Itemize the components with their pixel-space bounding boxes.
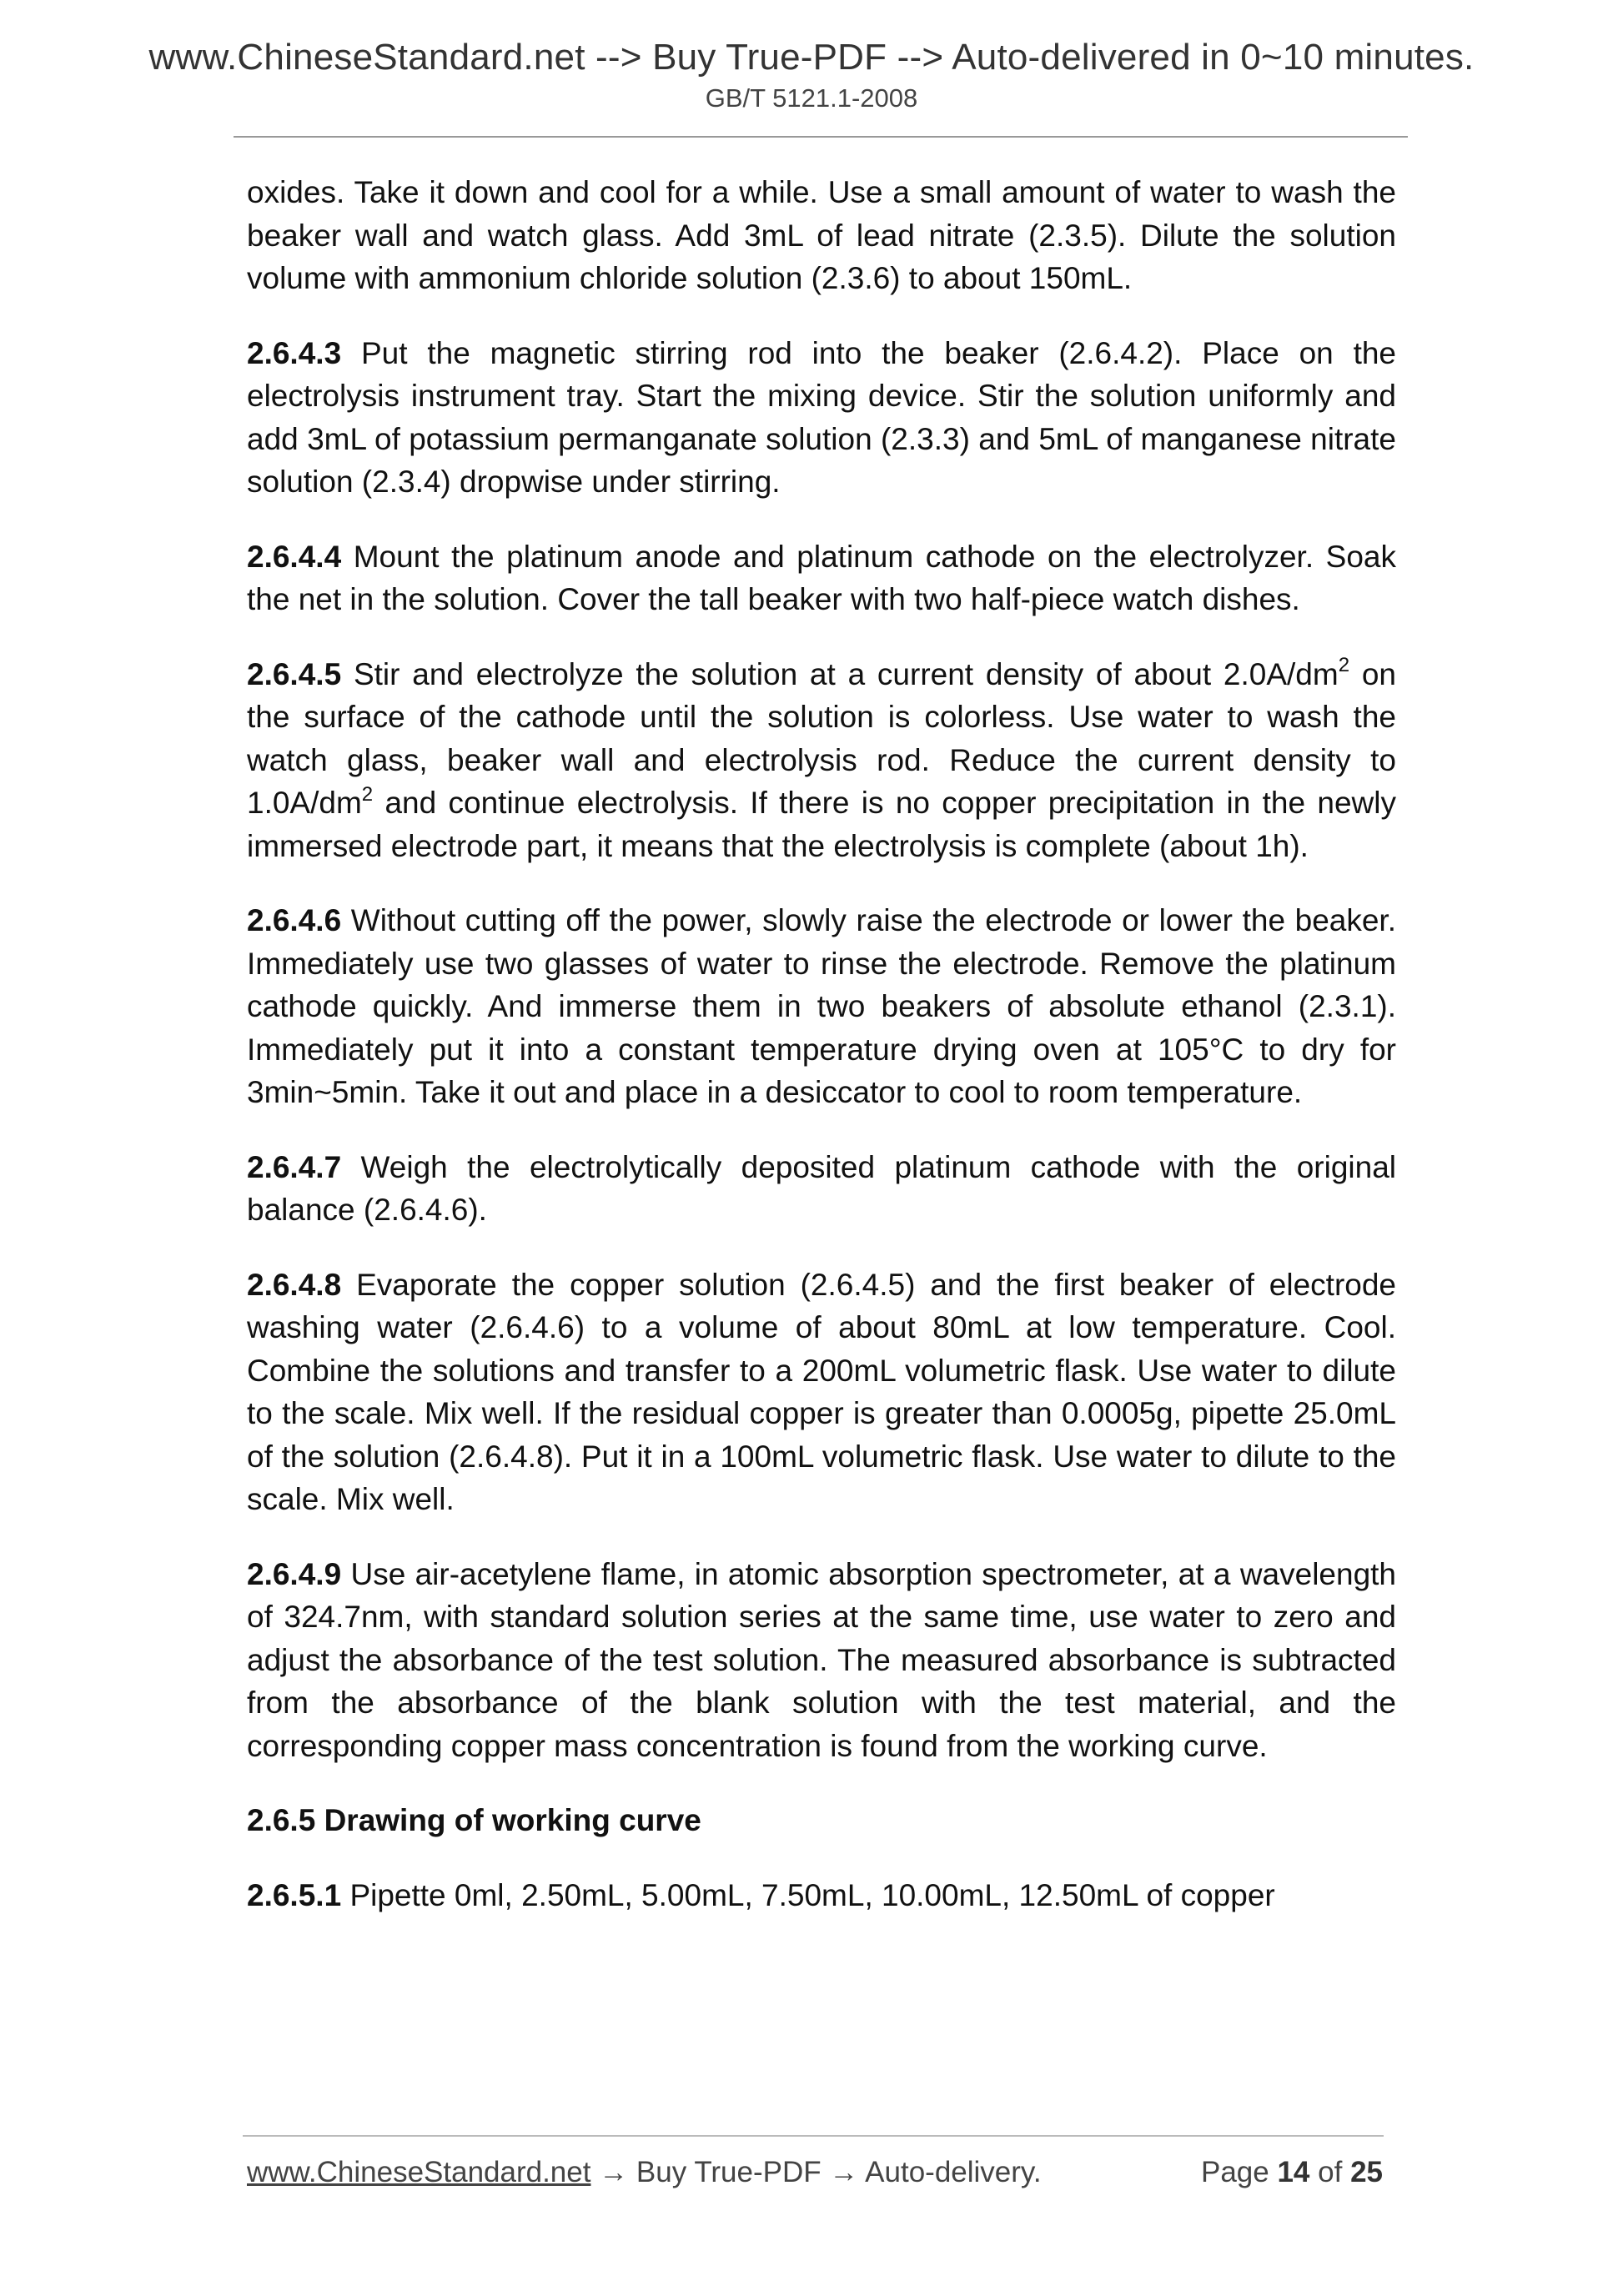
clause-number: 2.6.4.8 [247,1267,342,1302]
total-pages: 25 [1350,2156,1383,2188]
current-page: 14 [1277,2156,1310,2188]
footer-divider [243,2135,1384,2137]
page-number: Page 14 of 25 [1200,2156,1383,2188]
clause-number: 2.6.4.9 [247,1556,342,1591]
clause-2-6-4-8: 2.6.4.8 Evaporate the copper solution (2.6.4.5) and the first beaker of electrode washing water (2.6.4.6) to a volume of about 80mL at low temperature. Cool. Combine the solutions and transfer to a 200mL volumetric flask. Use water to dilute to the scale. Mix well. If the residual copper is greater than 0.0005g, pipette 25.0mL of the solution (2.6.4.8). Put it in a 100mL volumetric flask. Use water to dilute to the scale. Mix well. [247,1267,1396,1516]
clause-2-6-5-1: 2.6.5.1 Pipette 0ml, 2.50mL, 5.00mL, 7.50mL, 10.00mL, 12.50mL of copper [247,1877,1275,1912]
clause-2-6-4-7: 2.6.4.7 Weigh the electrolytically deposited platinum cathode with the original balance (2.6.4.6). [247,1149,1397,1227]
clause-number: 2.6.4.4 [247,539,342,574]
document-body [247,171,1396,1948]
clause-2-6-4-3: 2.6.4.3 Put the magnetic stirring rod into the beaker (2.6.4.2). Place on the electrolysis instrument tray. Start the mixing device. Stir the solution uniformly and add 3mL of potassium permanganate solution (2.3.3) and 5mL of manganese nitrate solution (2.3.4) dropwise under stirring. [247,335,1396,499]
header-divider [234,136,1408,138]
clause-number: 2.6.4.6 [247,903,342,937]
clause-2-6-4-5: 2.6.4.5 Stir and electrolyze the solution at a current density of about $2.0A/dm^2$ on the surface of the cathode until the solution is colorless. Use water to wash the watch glass, beaker wall and electrolysis rod. Reduce the current density to $1.0A/dm^2$ and continue electrolysis. If there is no copper precipitation in the newly immersed electrode part, it means that the electrolysis is complete (about 1h). [247,654,1397,863]
paragraph-continued: oxides. Take it down and cool for a while. Use a small amount of water to wash the beaker wall and watch glass. Add 3mL of lead nitrate (2.3.5). Dilute the solution volume with ammonium chloride solution (2.3.6) to about 150mL. [247,175,1396,295]
footer-site-link[interactable]: www.ChineseStandard.net [247,2156,591,2188]
footer-promo [247,2156,1042,2189]
page-footer [247,2156,1383,2198]
top-banner: www.ChineseStandard.net --> Buy True-PDF --> Auto-delivered in 0~10 minutes. [148,37,1475,78]
document-code: GB/T 5121.1-2008 [705,83,918,113]
footer-promo-text: → Buy True-PDF → Auto-delivery. [590,2156,1042,2188]
superscript: 2 [361,782,374,806]
clause-number: 2.6.4.5 [247,656,342,691]
clause-2-6-4-4: 2.6.4.4 Mount the platinum anode and platinum cathode on the electrolyzer. Soak the net in the solution. Cover the tall beaker with two half-piece watch dishes. [247,539,1396,616]
section-heading: 2.6.5 Drawing of working curve [247,1803,701,1837]
clause-2-6-4-9: 2.6.4.9 Use air-acetylene flame, in atomic absorption spectrometer, at a wavelength of 324.7nm, with standard solution series at the same time, use water to zero and adjust the absorbance of the test solution. The measured absorbance is subtracted from the absorbance of the blank solution with the test material, and the corresponding copper mass concentration is found from the working curve. [247,1556,1397,1763]
clause-number: 2.6.4.3 [247,335,342,370]
clause-number: 2.6.4.7 [247,1149,342,1184]
superscript: 2 [1338,654,1350,677]
clause-2-6-4-6: 2.6.4.6 Without cutting off the power, slowly raise the electrode or lower the beaker. Immediately use two glasses of water to rinse the electrode. Remove the platinum cathode quickly. And immerse them in two beakers of absolute ethanol (2.3.1). Immediately put it into a constant temperature drying oven at 105°C to dry for 3min~5min. Take it out and place in a desiccator to cool to room temperature. [247,903,1396,1109]
clause-number: 2.6.5.1 [247,1877,342,1912]
